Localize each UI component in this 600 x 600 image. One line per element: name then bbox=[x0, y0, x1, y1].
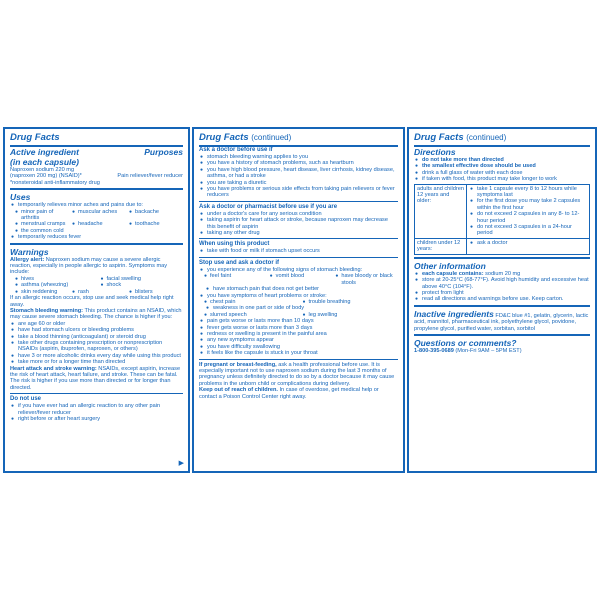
active-ingredient-subheading: (in each capsule) bbox=[10, 157, 79, 167]
list-item: ● are age 60 or older bbox=[10, 321, 183, 327]
list-item: ● do not exceed 2 capsules in any 8- to 12-hour period bbox=[469, 211, 587, 224]
list-item: ● redness or swelling is present in the painful area bbox=[199, 331, 398, 337]
list-item: ● toothache bbox=[128, 221, 183, 227]
list-item: ● rash bbox=[71, 289, 126, 295]
list-item: ● take other drugs containing prescription or nonprescription NSAIDs (aspirin, ibuprofen, naproxen, or others) bbox=[10, 340, 183, 353]
allergy-symptom-list-2 bbox=[10, 289, 183, 295]
list-item: ● have stomach pain that does not get better bbox=[205, 286, 398, 292]
when-using-heading: When using this product bbox=[199, 241, 270, 248]
directions-heading: Directions bbox=[414, 147, 456, 157]
list-item: ● take a blood thinning (anticoagulant) or steroid drug bbox=[10, 334, 183, 340]
list-item: ● taking any other drug bbox=[199, 230, 398, 236]
panel-title: Drug Facts (continued) bbox=[414, 132, 590, 147]
stomach-warning: Stomach bleeding warning: This product contains an NSAID, which may cause severe stomach bleeding. The chance is higher if you: bbox=[10, 307, 182, 321]
panel-title: Drug Facts bbox=[10, 132, 183, 147]
list-item: ● fever gets worse or lasts more than 3 days bbox=[199, 325, 398, 331]
stop-intro: ● you experience any of the following signs of stomach bleeding: bbox=[199, 267, 398, 273]
list-item: ● do not exceed 3 capsules in a 24-hour period bbox=[469, 224, 587, 237]
uses-intro: ● temporarily relieves minor aches and pains due to: bbox=[10, 202, 183, 208]
list-item: ● under a doctor's care for any serious condition bbox=[199, 211, 398, 217]
uses-heading: Uses bbox=[10, 192, 31, 203]
list-item: ● it feels like the capsule is stuck in your throat bbox=[199, 350, 398, 356]
table-row bbox=[415, 184, 590, 238]
list-item: ● pain gets worse or lasts more than 10 days bbox=[199, 318, 398, 324]
list-item: ● menstrual cramps bbox=[14, 221, 69, 227]
panel-title: Drug Facts (continued) bbox=[199, 132, 398, 147]
list-item: ● minor pain of arthritis bbox=[14, 209, 69, 222]
allergy-after: If an allergic reaction occurs, stop use and seek medical help right away. bbox=[10, 295, 174, 308]
list-item: ● hives bbox=[14, 276, 98, 282]
list-item: ● vomit blood bbox=[269, 273, 333, 286]
do-not-use-heading: Do not use bbox=[10, 396, 41, 403]
list-item: ● you are taking a diuretic bbox=[199, 180, 398, 186]
list-item: ● each capsule contains: sodium 20 mg bbox=[414, 271, 590, 277]
list-item: ● skin reddening bbox=[14, 289, 69, 295]
dosage-table bbox=[414, 184, 590, 255]
ingredient-amount: (naproxen 200 mg) (NSAID)* bbox=[10, 173, 82, 180]
list-item: ● taking aspirin for heart attack or stroke, because naproxen may decrease this benefit of aspirin bbox=[199, 217, 398, 230]
heart-intro: ● you have symptoms of heart problems or stroke: bbox=[199, 293, 398, 299]
list-item: ● trouble breathing bbox=[302, 299, 399, 305]
ingredient-line: Naproxen sodium 220 mg bbox=[10, 167, 75, 173]
ingredient-purpose: Pain reliever/fever reducer bbox=[117, 173, 183, 180]
list-item: ● weakness in one part or side of body bbox=[205, 305, 398, 311]
list-item: ● backache bbox=[128, 209, 183, 222]
list-item: ● store at 20-25°C (68-77°F). Avoid high humidity and excessive heat above 40°C (104°F). bbox=[414, 277, 590, 290]
list-item: ● any new symptoms appear bbox=[199, 337, 398, 343]
list-item: ● if taken with food, this product may take longer to work bbox=[414, 176, 590, 182]
bleeding-sign-list bbox=[199, 273, 398, 286]
list-item: ● take more or for a longer time than directed bbox=[10, 359, 183, 365]
other-information-heading: Other information bbox=[414, 260, 486, 271]
list-item: ● blisters bbox=[128, 289, 183, 295]
list-item: ● ask a doctor bbox=[469, 240, 587, 246]
questions-contact: 1-800-395-0689 (Mon-Fri 9AM – 5PM EST) bbox=[414, 347, 522, 354]
heart-warning: Heart attack and stroke warning: NSAIDs, except aspirin, increase the risk of heart attack, heart failure, and stroke. These can be fatal. The risk is higher if you use more than directed or for longer than directed. bbox=[10, 365, 181, 391]
list-item: ● have had stomach ulcers or bleeding problems bbox=[10, 327, 183, 333]
list-item: ● you have difficulty swallowing bbox=[199, 344, 398, 350]
ask-doctor-heading: Ask a doctor before use if bbox=[199, 147, 273, 153]
list-item: ● take with food or milk if stomach upset occurs bbox=[199, 248, 398, 254]
list-item: ● feel faint bbox=[203, 273, 267, 286]
list-item: ● take 1 capsule every 8 to 12 hours while symptoms last bbox=[469, 186, 587, 199]
list-item: ● muscular aches bbox=[71, 209, 126, 222]
list-item: ● chest pain bbox=[203, 299, 300, 305]
list-item: ● do not take more than directed bbox=[414, 157, 590, 163]
nsaid-footnote: *nonsteroidal anti-inflammatory drug bbox=[10, 179, 100, 186]
list-item: ● the smallest effective dose should be used bbox=[414, 163, 590, 169]
inactive-ingredients: Inactive ingredients FD&C blue #1, gelatin, glycerin, lactic acid, mannitol, pharmaceutical ink, polyethylene glycol, povidone, propylene glycol, purified water, sorbitan, sorbitol bbox=[414, 308, 589, 332]
ask-pharmacist-heading: Ask a doctor or pharmacist before use if you are bbox=[199, 203, 338, 210]
list-item: ● for the first dose you may take 2 capsules within the first hour bbox=[469, 198, 587, 211]
pregnancy-warning: If pregnant or breast-feeding, ask a health professional before use. It is especially important not to use naproxen sodium during the last 3 months of pregnancy unless definitely directed to do so by a doctor because it may cause problems in the unborn child or complications during delivery. bbox=[199, 361, 395, 387]
list-item: ● drink a full glass of water with each dose bbox=[414, 170, 590, 176]
uses-list bbox=[10, 209, 183, 235]
list-item: ● shock bbox=[100, 282, 184, 288]
purposes-heading: Purposes bbox=[144, 147, 183, 157]
phone-number: 1-800-395-0689 bbox=[414, 347, 454, 354]
list-item: ● if you have ever had an allergic reaction to any other pain reliever/fever reducer bbox=[10, 403, 183, 416]
list-item: ● the common cold bbox=[14, 228, 69, 234]
dosage-instructions bbox=[467, 184, 590, 238]
list-item: ● read all directions and warnings before use. Keep carton. bbox=[414, 296, 590, 302]
continue-arrow-icon: ▶ bbox=[178, 460, 184, 467]
dosage-group-label: children under 12 years: bbox=[415, 238, 467, 254]
drug-facts-panel-3 bbox=[407, 127, 597, 473]
list-item: ● you have high blood pressure, heart disease, liver cirrhosis, kidney disease, asthma, or had a stroke bbox=[199, 167, 398, 180]
stop-use-heading: Stop use and ask a doctor if bbox=[199, 259, 280, 266]
list-item: ● right before or after heart surgery bbox=[10, 416, 183, 422]
allergy-alert: Allergy alert: Naproxen sodium may cause a severe allergic reaction, especially in people allergic to aspirin. Symptoms may include: bbox=[10, 256, 168, 276]
list-item: ● protect from light bbox=[414, 290, 590, 296]
list-item: ● you have a history of stomach problems, such as heartburn bbox=[199, 160, 398, 166]
list-item: ● slurred speech bbox=[203, 312, 300, 318]
dosage-instructions bbox=[467, 238, 590, 254]
list-item: ● asthma (wheezing) bbox=[14, 282, 98, 288]
dosage-group-label: adults and children 12 years and older: bbox=[415, 184, 467, 238]
list-item: ● you have problems or serious side effects from taking pain relievers or fever reducers bbox=[199, 186, 398, 199]
list-item: ● headache bbox=[71, 221, 126, 227]
list-item: ● stomach bleeding warning applies to you bbox=[199, 154, 398, 160]
drug-facts-panel-1 bbox=[3, 127, 190, 473]
questions-heading: Questions or comments? bbox=[414, 337, 517, 348]
list-item: ● have bloody or black stools bbox=[334, 273, 398, 286]
list-item: ● leg swelling bbox=[302, 312, 399, 318]
list-item: ● have 3 or more alcoholic drinks every day while using this product bbox=[10, 353, 183, 359]
allergy-symptom-list bbox=[10, 276, 183, 289]
list-item: ● facial swelling bbox=[100, 276, 184, 282]
active-ingredient-heading: Active ingredient bbox=[10, 147, 79, 157]
keep-out-of-reach: Keep out of reach of children. In case of overdose, get medical help or contact a Poison Control Center right away. bbox=[199, 387, 379, 400]
uses-fever: ● temporarily reduces fever bbox=[10, 234, 183, 240]
table-row bbox=[415, 238, 590, 254]
warnings-heading: Warnings bbox=[10, 246, 49, 257]
drug-facts-panel-2 bbox=[192, 127, 405, 473]
